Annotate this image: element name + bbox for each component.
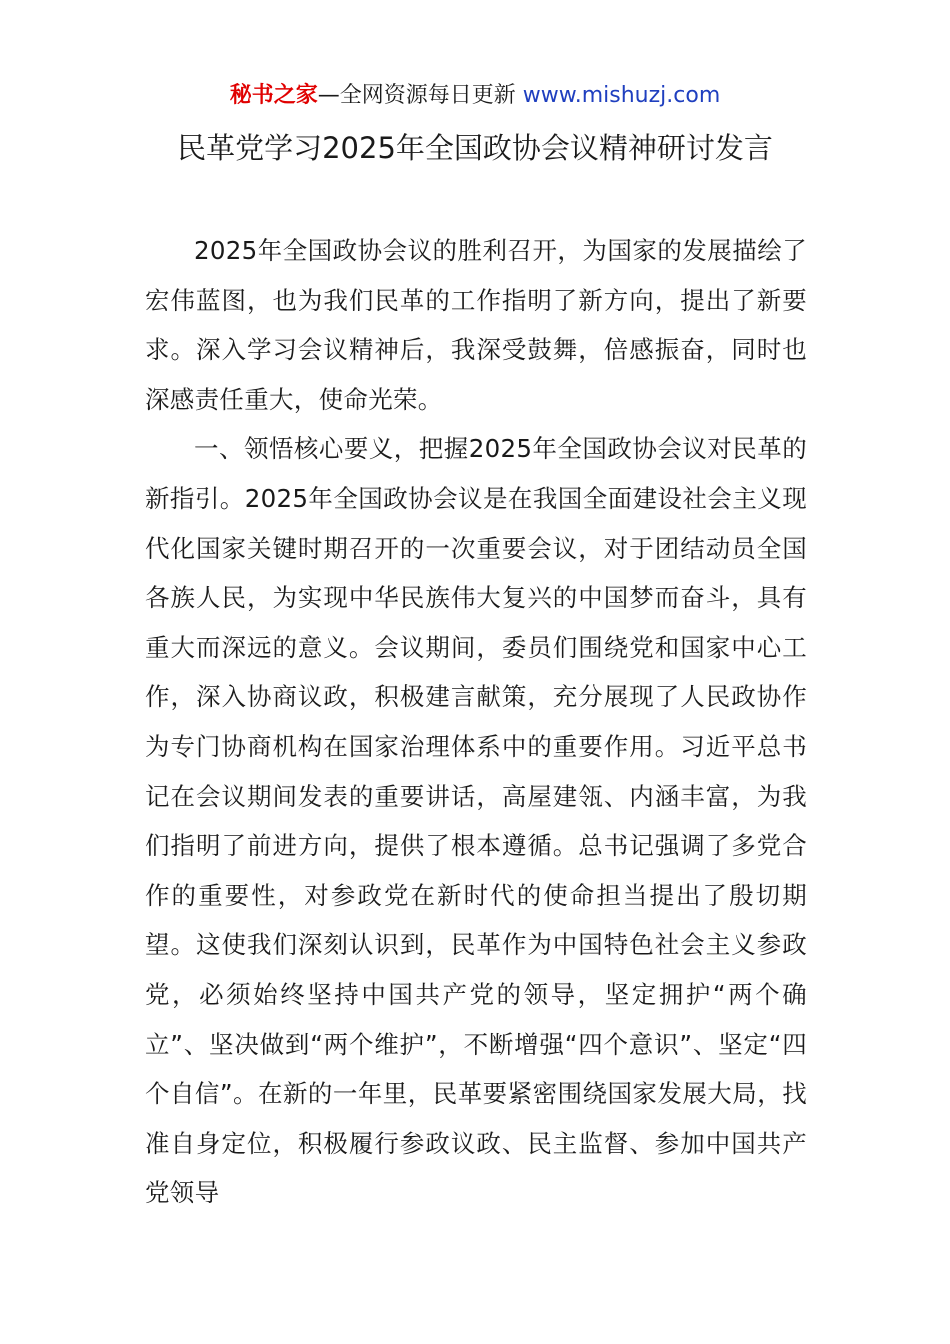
document-body: [145, 226, 807, 1218]
site-url-link[interactable]: www.mishuzj.com: [522, 83, 721, 108]
paragraph-section-one: 一、领悟核心要义，把握2025年全国政协会议对民革的新指引。2025年全国政协会议是在我国全面建设社会主义现代化国家关键时期召开的一次重要会议，对于团结动员全国各族人民，为实现中华民族伟大复兴的中国梦而奋斗，具有重大而深远的意义。会议期间，委员们围绕党和国家中心工作，深入协商议政，积极建言献策，充分展现了人民政协作为专门协商机构在国家治理体系中的重要作用。习近平总书记在会议期间发表的重要讲话，高屋建瓴、内涵丰富，为我们指明了前进方向，提供了根本遵循。总书记强调了多党合作的重要性，对参政党在新时代的使命担当提出了殷切期望。这使我们深刻认识到，民革作为中国特色社会主义参政党，必须始终坚持中国共产党的领导，坚定拥护“两个确立”、坚决做到“两个维护”，不断增强“四个意识”、坚定“四个自信”。在新的一年里，民革要紧密围绕国家发展大局，找准自身定位，积极履行参政议政、民主监督、参加中国共产党领导: [145, 434, 807, 1208]
paragraph-intro: 2025年全国政协会议的胜利召开，为国家的发展描绘了宏伟蓝图，也为我们民革的工作指明了新方向，提出了新要求。深入学习会议精神后，我深受鼓舞，倍感振奋，同时也深感责任重大，使命光荣。: [145, 236, 807, 414]
site-header: [0, 80, 950, 112]
site-brand: 秘书之家: [229, 83, 318, 108]
site-tagline: 全网资源每日更新: [339, 83, 516, 108]
document-title: 民革党学习2025年全国政协会议精神研讨发言: [177, 131, 773, 165]
header-dash: —: [317, 83, 340, 108]
